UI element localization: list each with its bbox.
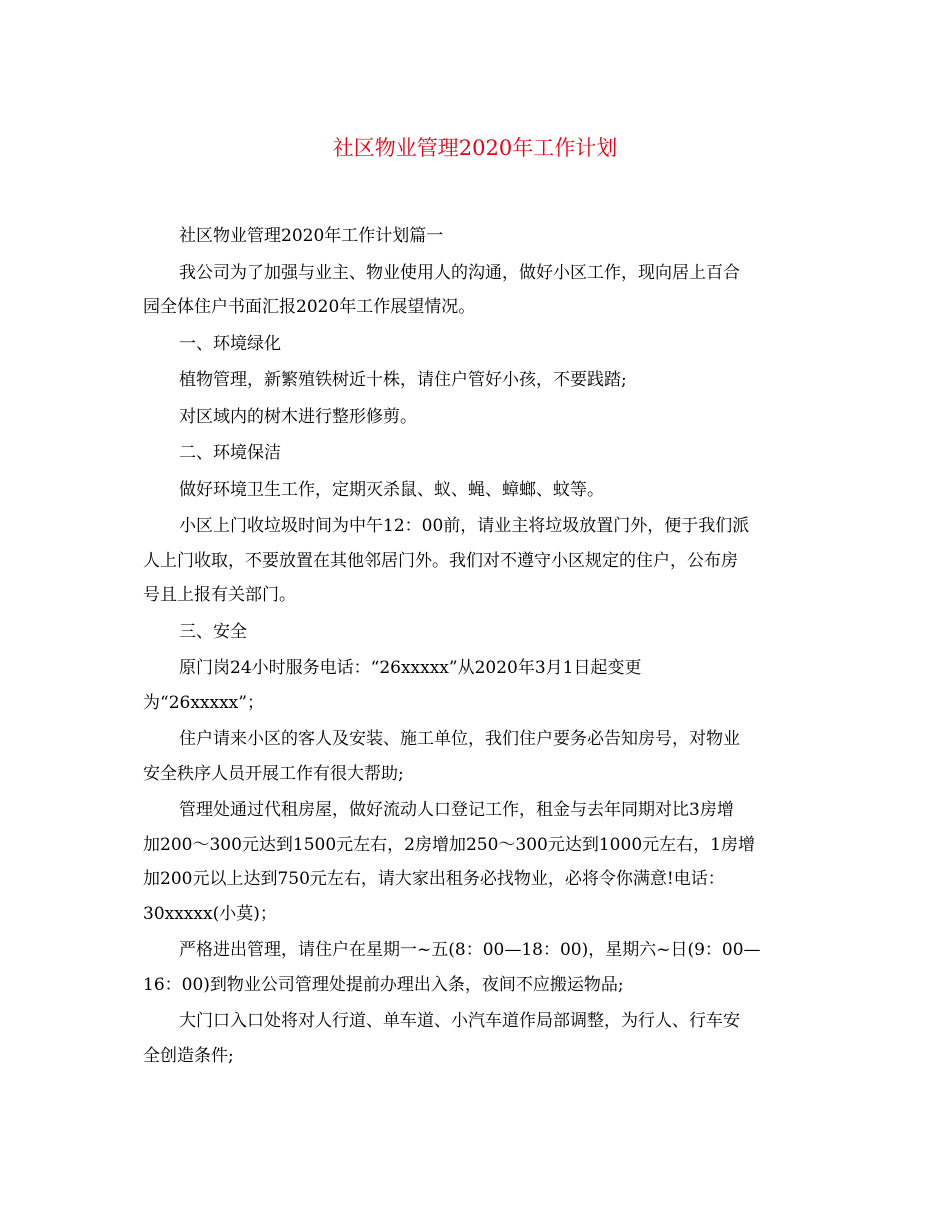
text-line: 为“26xxxxx”； bbox=[143, 692, 264, 713]
text-line: 人上门收取，不要放置在其他邻居门外。我们对不遵守小区规定的住户，公布房 bbox=[143, 550, 738, 571]
paragraph bbox=[143, 509, 805, 613]
paragraph-section-heading bbox=[143, 219, 805, 254]
text-line: 住户请来小区的客人及安装、施工单位，我们住户要务必告知房号，对物业 bbox=[179, 729, 740, 749]
text-line: 16：00)到物业公司管理处提前办理出入条，夜间不应搬运物品; bbox=[143, 974, 624, 995]
paragraph bbox=[143, 722, 805, 791]
text-line: 大门口入口处将对人行道、单车道、小汽车道作局部调整，为行人、行车安 bbox=[179, 1011, 740, 1031]
text-line: 园全体住户书面汇报2020年工作展望情况。 bbox=[143, 297, 476, 317]
text-line: 小区上门收垃圾时间为中午12：00前，请业主将垃圾放置门外，便于我们派 bbox=[179, 516, 750, 536]
text-line: 我公司为了加强与业主、物业使用人的沟通，做好小区工作，现向居上百合 bbox=[179, 262, 740, 283]
paragraph bbox=[143, 933, 805, 1002]
document-body bbox=[143, 219, 805, 1075]
paragraph bbox=[143, 1004, 805, 1073]
text-line: 一、环境绿化 bbox=[179, 333, 281, 354]
document-title: 社区物业管理2020年工作计划 bbox=[332, 136, 618, 160]
text-line: 管理处通过代租房屋，做好流动人口登记工作，租金与去年同期对比3房增 bbox=[179, 800, 734, 820]
paragraph-intro bbox=[143, 256, 805, 325]
paragraph bbox=[143, 363, 805, 398]
text-line: 30xxxxx(小莫)； bbox=[143, 903, 277, 924]
paragraph bbox=[143, 651, 805, 720]
paragraph bbox=[143, 793, 805, 931]
text-line: 植物管理，新繁殖铁树近十株，请住户管好小孩，不要践踏; bbox=[179, 370, 627, 390]
text-line: 二、环境保洁 bbox=[179, 443, 281, 463]
text-line: 严格进出管理，请住户在星期一~五(8：00—18：00)，星期六~日(9：00— bbox=[179, 940, 761, 960]
text-line: 安全秩序人员开展工作有很大帮助; bbox=[143, 763, 404, 784]
paragraph-heading-security bbox=[143, 615, 805, 650]
text-line: 号且上报有关部门。 bbox=[143, 585, 296, 605]
text-line: 做好环境卫生工作，定期灭杀鼠、蚁、蝇、蟑螂、蚊等。 bbox=[179, 479, 604, 500]
text-line: 加200元以上达到750元左右，请大家出租务必找物业，必将令你满意!电话： bbox=[143, 869, 725, 889]
text-line: 原门岗24小时服务电话：“26xxxxx”从2020年3月1日起变更 bbox=[179, 658, 642, 678]
text-line: 全创造条件; bbox=[143, 1045, 234, 1066]
paragraph bbox=[143, 473, 805, 508]
paragraph-heading-cleaning bbox=[143, 436, 805, 471]
paragraph-heading-greening bbox=[143, 327, 805, 362]
paragraph bbox=[143, 400, 805, 435]
text-line: 对区域内的树木进行整形修剪。 bbox=[179, 406, 417, 427]
text-line: 加200～300元达到1500元左右，2房增加250～300元达到1000元左右，1房增 bbox=[143, 834, 755, 855]
text-line: 社区物业管理2020年工作计划篇一 bbox=[179, 226, 444, 246]
text-line: 三、安全 bbox=[179, 621, 247, 642]
